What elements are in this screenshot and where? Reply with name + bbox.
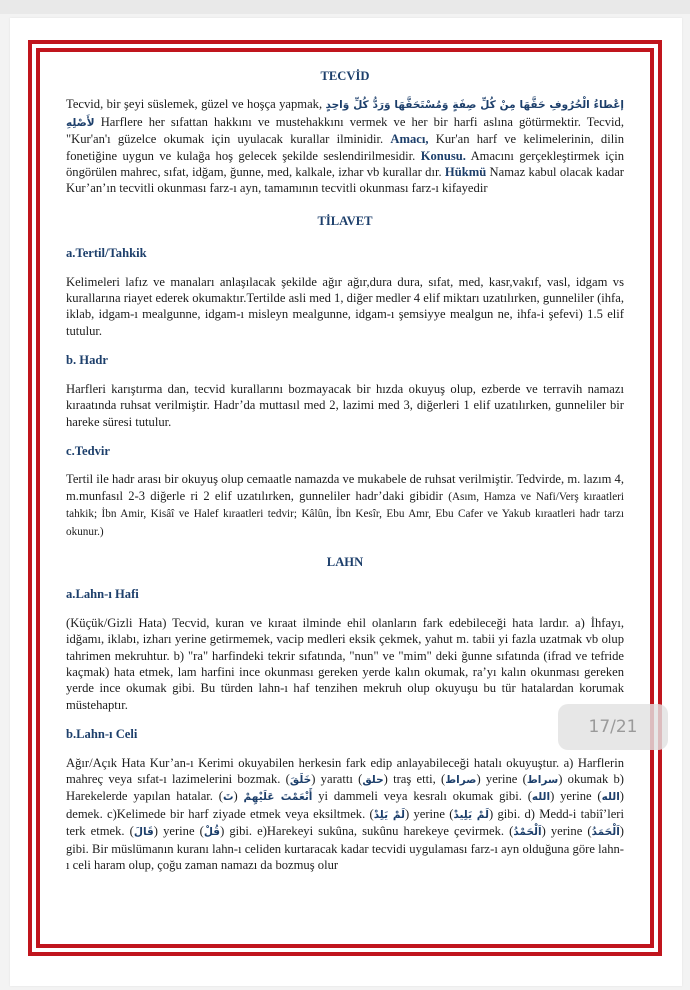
tedvir-text: Tertil ile hadr arası bir okuyuş olup cemaatle namazda ve mukabele de ruhsat verilmiştir. Tedvirde, m. lazım 4, m.munfasıl 2-3 diğerle ri 2 elif uzatılırken, gunneliler hadr’daki gibidir <box>66 472 624 503</box>
tertil-paragraph: Kelimeleri lafız ve manaları anlaşılacak şekilde ağır ağır,dura dura, sıfat, med, kasr,vakıf, vasl, idgam vs kurallarına riayet ederek okumaktır.Tertilde asli med 1, diğer medler 4 elif miktarı uzatılırken, gunneliler (ihfa, iklab, idgam-ı mealgunne, idgam-ı misleyn mealgunne, idgam-ı şemsiyye mealgun ne, ihfa-i şefevi) 1.5 elif tutulur. <box>66 274 624 338</box>
celi-text-15: ) gibi. Bir müslümanın kuranı lahn-ı celiden kurtaracak kadar tecvidi uygulaması farz-ı ayn olduğuna göre lahn-ı celi haram olup, çoğu zaman namazı da bozmuş olur <box>66 824 624 873</box>
celi-text-13: ) gibi. e)Harekeyi sukûna, sukûnu harekeye çevirmek. ( <box>220 824 514 839</box>
tedvir-kiraat-note: (Asım, Hamza ve Nafi/Verş kıraatleri tahkik; İbn Amir, Kisâî ve Halef kıraatleri tedvir; Kâlûn, İbn Kesîr, Ebu Amr, Ebu Cafer ve Yakub kıraatleri hadr tarzı okunur.) <box>66 490 625 538</box>
celi-text-10: ) yerine ( <box>405 806 454 821</box>
section-title-lahn: LAHN <box>326 554 364 569</box>
tedvir-paragraph <box>66 471 624 540</box>
amaci-text: Kur'an harf ve kelimelerinin, dilin fonetiğine uygun ve kulağa hoş gelecek şekilde seslendirilmesidir. <box>66 132 624 163</box>
arabic-sirat-sin: سراط <box>526 774 559 786</box>
celi-text-9: ) demek. c)Kelimede bir harf ziyade etmek veya eksiltmek. ( <box>66 789 624 821</box>
viewer-top-bar <box>0 0 690 14</box>
arabic-te: تَ <box>222 791 234 804</box>
celi-text-12: ) yerine ( <box>153 824 204 839</box>
celi-text-3: ) traş etti, ( <box>383 772 446 786</box>
tedvir-heading: c.Tedvir <box>66 443 110 458</box>
lahn-hafi-paragraph: (Küçük/Gizli Hata) Tecvid, kuran ve kıraat ilminde ehil olanların fark edebileceği hata lardır. a) İhfayı, idğamı, iklabı, izharı yerine getirmemek, vacip medleri eksik çekmek, yahut m. tabii yi fazla uzatmak vb olup tahrimen mekruhtur. b) "ra" harfindeki tekrir sıfatında, "nun" ve "mim" deki ğunne sıfatında (ifrad ve tefride kaçmak) hata etmek, lam harfini ince okunması gereken yerde kalın okumak, ra’yı kalın okunması gereken yerde ince okumak gibi. Bu türden lahn-ı haf tenzihen mekruh olup okuyuşu bu tür hatalardan korumak müstehaptır. <box>66 615 624 712</box>
arabic-lem-yelid-wrong: لَمْ يَلِيدْ <box>453 808 489 821</box>
hukmu-text: Namaz kabul olacak kadar Kur’an’ın tecvitli okunması farz-ı ayn, tamamının tecvitli okunması farz-ı kifayedir <box>66 165 624 196</box>
arabic-lem-yelid: لَمْ يَلِدْ <box>373 808 405 821</box>
celi-text-1: Ağır/Açık Hata Kur’an-ı Kerimi okuyabilen herkesin fark edip anlayabileceği hatalı okuyuştur. a) Harflerin mahreç veya sıfat-ı lazimelerini bozmak. ( <box>66 755 624 786</box>
section-title-tilavet: TİLAVET <box>317 213 373 228</box>
tecvid-arabic-definition-end: لأَصْلِهِ <box>66 116 95 129</box>
tecvid-intro: Tecvid, bir şeyi süslemek, güzel ve hoşça yapmak, <box>66 97 323 112</box>
section-title-tecvid: TECVİD <box>320 69 370 83</box>
celi-text-8: ) yerine ( <box>550 789 602 804</box>
celi-text-6: ) <box>233 789 244 804</box>
arabic-qala: قَالَ <box>133 826 154 839</box>
tecvid-definition-text: Harflere her sıfattan hakkını ve mustehakkını vermek ve her bir harfi aslına götürmektir. Tecvid, "Kur'an'ı güzelce okumak için uyulacak kurallar ilminidir. <box>66 114 624 147</box>
celi-text-2: ) yarattı ( <box>311 772 363 786</box>
celi-text-5: ) okumak b) Harekelerde yapılan hatalar. ( <box>66 772 624 804</box>
celi-text-7: yi dammeli veya kesralı okumak gibi. ( <box>312 789 532 804</box>
arabic-allah-1: الله <box>531 791 551 804</box>
celi-text-4: ) yerine ( <box>476 772 527 786</box>
document-content <box>66 68 624 873</box>
arabic-allah-2: الله <box>601 791 620 804</box>
amaci-label: Amacı, <box>390 132 429 147</box>
hadr-heading: b. Hadr <box>66 353 108 368</box>
arabic-halaq: حلق <box>362 774 384 786</box>
tertil-heading: a.Tertil/Tahkik <box>66 246 147 261</box>
tecvid-paragraph <box>66 96 624 196</box>
arabic-elhamdu: اَلْحَمْدُ <box>513 826 542 839</box>
arabic-elhamedu: اَلْحَمَدُ <box>591 826 620 839</box>
hukmu-label: Hükmü <box>444 165 487 180</box>
arabic-enamta: أَنْعَمْتَ عَلَيْهِمْ <box>243 791 313 804</box>
konusu-text: Amacını gerçekleştirmek için öngörülen mahrec, sıfat, idğam, ğunne, med, kalkale, izhar vb kurallar dır. <box>66 148 625 180</box>
arabic-halaka: خَلَقَ <box>289 774 312 786</box>
lahn-hafi-heading: a.Lahn-ı Hafi <box>66 587 139 602</box>
arabic-sirat-sad: صراط <box>445 774 477 786</box>
hadr-paragraph: Harfleri karıştırma dan, tecvid kurallarını bozmayacak bir hızda okuyuş olup, ezberde ve terravih namazı kıraatında ruhsat verilmiştir. Hadr’da muttasıl med 2, lazimi med 3, diğerleri 1 elif uzatılırken, gunneliler bir hareke süresi tutulur. <box>66 381 624 429</box>
celi-text-11: ) gibi. d) Medd-i tabiî’leri terk etmek. ( <box>66 806 625 839</box>
celi-text-14: ) yerine ( <box>541 824 592 839</box>
konusu-label: Konusu. <box>420 148 466 163</box>
lahn-celi-heading: b.Lahn-ı Celi <box>66 727 138 742</box>
lahn-celi-paragraph <box>66 755 624 874</box>
arabic-qul: قُلْ <box>203 826 221 839</box>
page-number-indicator: 17/21 <box>558 704 668 750</box>
tecvid-arabic-definition: إعْطاءُ الْحُرُوفِ حَقَّهَا مِنْ كُلِّ صِفَةٍ وَمُسْتَحَقَّهَا وَرَدُّ كُلِّ وَاحِدٍ <box>325 99 624 112</box>
